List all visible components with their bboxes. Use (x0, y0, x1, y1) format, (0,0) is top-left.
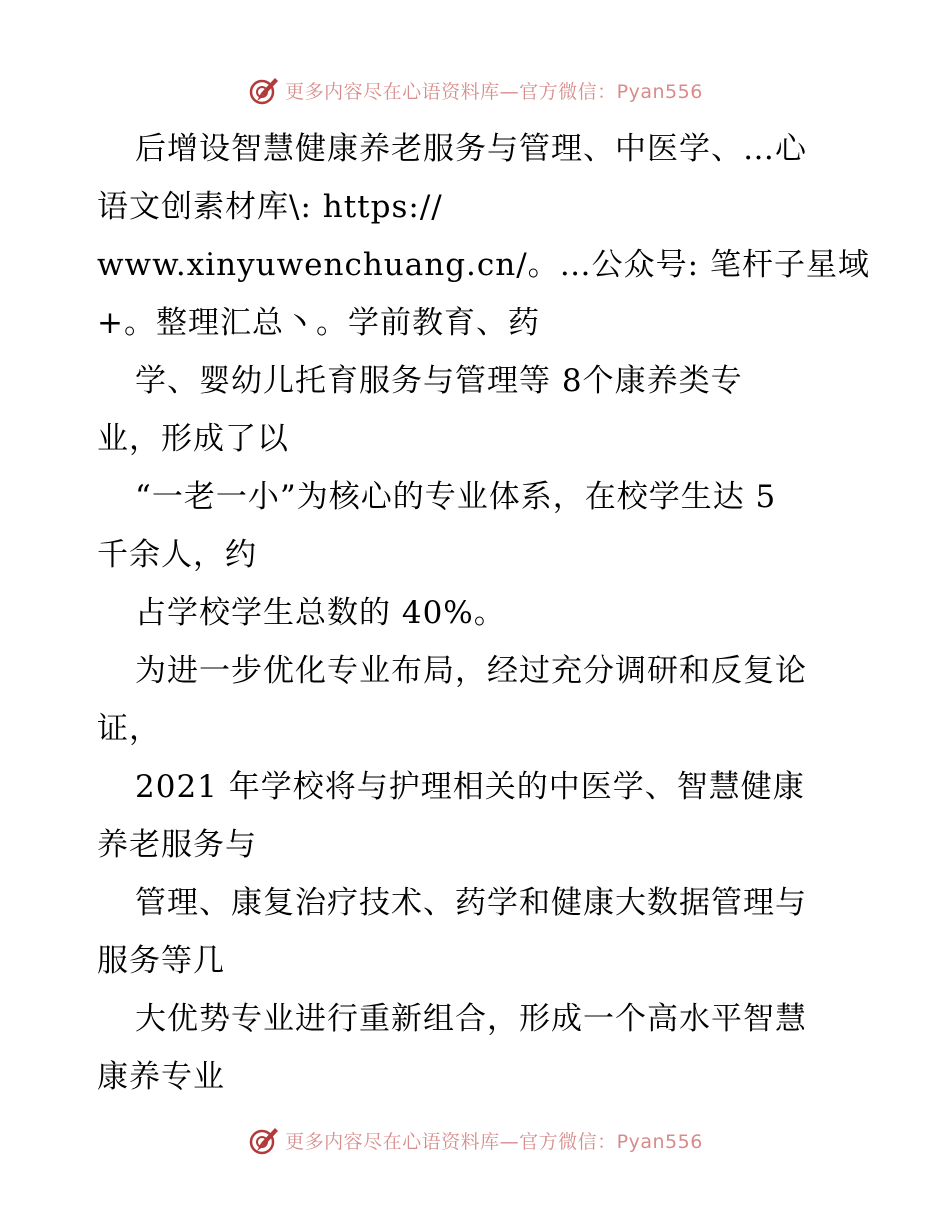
body-line: 千余人，约 (97, 537, 257, 573)
body-line: 学、婴幼儿托育服务与管理等 8个康养类专 (135, 363, 743, 399)
footer-banner (0, 1120, 950, 1160)
body-line: 语文创素材库\: https:// (97, 189, 443, 225)
body-line: 康养专业 (97, 1059, 225, 1095)
body-line: 为进一步优化专业布局，经过充分调研和反复论 (135, 653, 807, 689)
body-line: +。整理汇总丶。学前教育、药 (97, 305, 540, 341)
body-line: 服务等几 (97, 943, 225, 979)
body-line: 占学校学生总数的 40%。 (135, 595, 506, 631)
body-line: 管理、康复治疗技术、药学和健康大数据管理与 (135, 885, 807, 921)
body-line: “一老一小”为核心的专业体系，在校学生达 5 (135, 479, 777, 515)
body-line: 后增设智慧健康养老服务与管理、中医学、…心 (135, 131, 807, 167)
pen-nib-logo-icon (247, 73, 281, 107)
pen-nib-logo-icon (247, 1123, 281, 1157)
document-body (97, 120, 870, 1106)
footer-banner-text: 更多内容尽在心语资料库—官方微信：Pyan556 (285, 1130, 703, 1153)
body-line: 养老服务与 (97, 827, 257, 863)
header-banner (0, 70, 950, 110)
header-banner-text: 更多内容尽在心语资料库—官方微信：Pyan556 (285, 80, 703, 103)
body-line: 2021 年学校将与护理相关的中医学、智慧健康 (135, 769, 805, 805)
body-line: 大优势专业进行重新组合，形成一个高水平智慧 (135, 1001, 807, 1037)
body-line: www.xinyuwenchuang.cn/。…公众号: 笔杆子星域 (97, 247, 870, 283)
body-line: 证， (97, 711, 161, 747)
body-line: 业，形成了以 (97, 421, 289, 457)
